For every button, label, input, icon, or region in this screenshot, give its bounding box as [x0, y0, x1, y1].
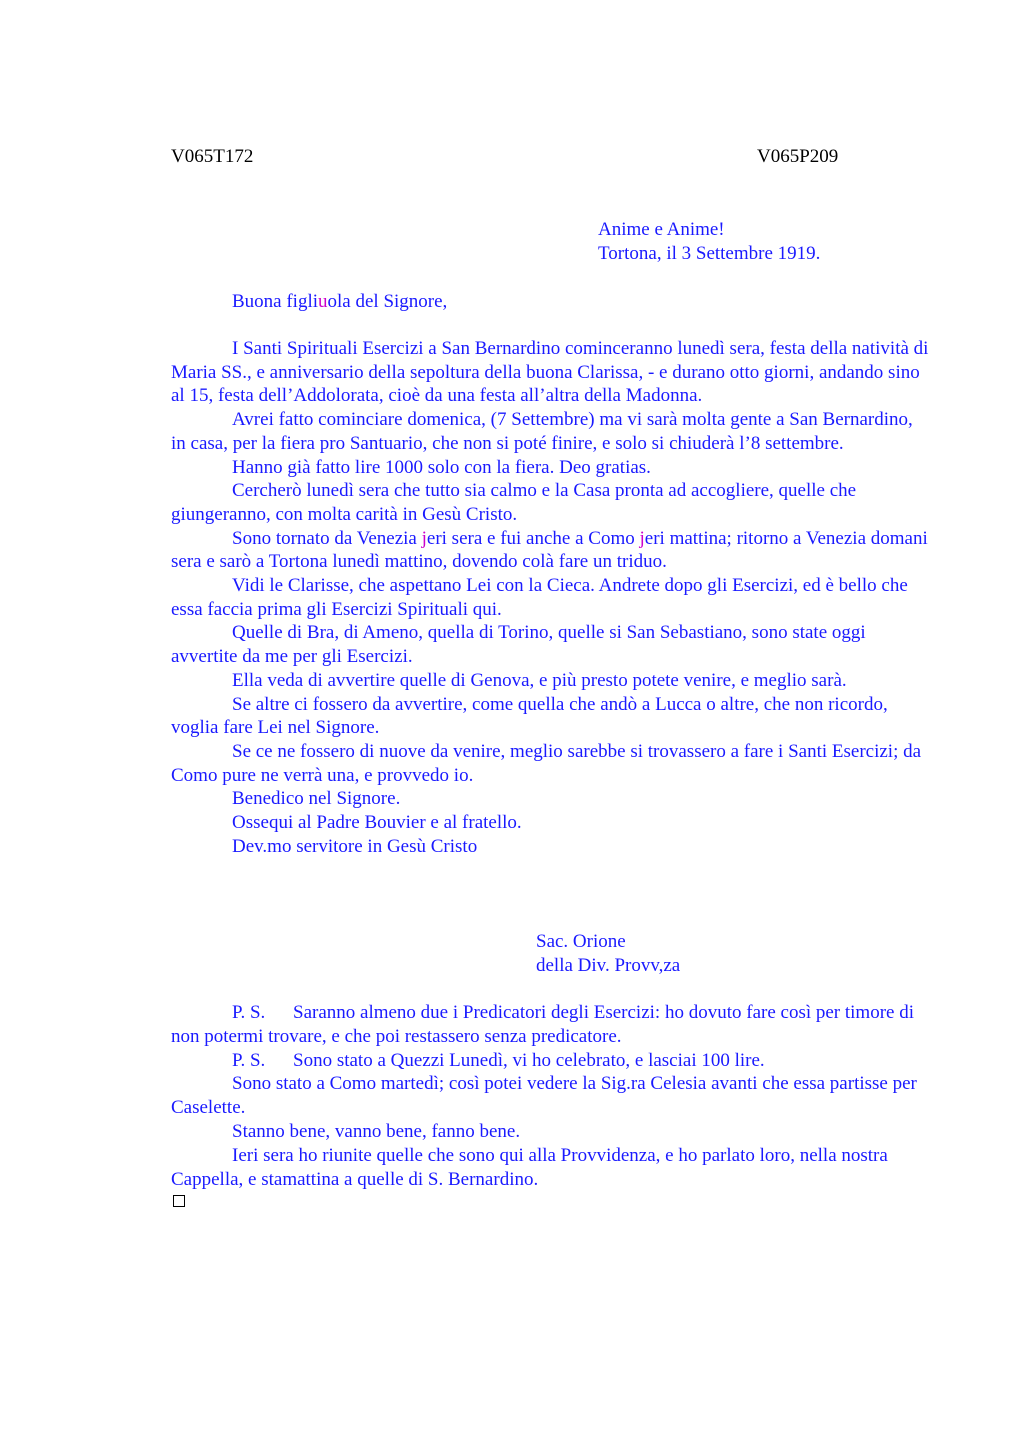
salutation [232, 290, 447, 314]
salutation-part-2: ola del Signore, [327, 291, 448, 312]
signature-name: Sac. Orione [536, 931, 626, 952]
ps-label: P. S. [232, 1049, 266, 1071]
ps-text: Saranno almeno due i Predicatori degli Esercizi: ho dovuto fare così per timore di non potermi trovare, e che poi restassero senza predicatore. [171, 1002, 914, 1047]
body-paragraph: Se ce ne fossero di nuove da venire, meglio sarebbe si trovassero a fare i Santi Esercizi; da Como pure ne verrà una, e provvedo io. [171, 740, 922, 786]
letter-heading [598, 218, 820, 266]
closing-regards: Ossequi al Padre Bouvier e al fratello. [232, 812, 522, 834]
document-reference-left: V065T172 [171, 146, 254, 167]
signature [536, 930, 680, 978]
ps-label: P. S. [232, 1002, 266, 1023]
postscript-line: Stanno bene, vanno bene, fanno bene. [232, 1120, 521, 1142]
body-paragraph-venice [171, 527, 931, 574]
body-paragraph: Vidi le Clarisse, che aspettano Lei con la Cieca. Andrete dopo gli Esercizi, ed è bello che essa faccia prima gli Esercizi Spirituali qui. [171, 575, 908, 620]
body-paragraph: Quelle di Bra, di Ameno, quella di Torino, quelle si San Sebastiano, sono state oggi avvertite da me per gli Esercizi. [171, 622, 866, 668]
postscript [171, 1001, 931, 1191]
venice-text-2: eri sera e fui anche a Como [426, 527, 640, 549]
venice-text-3: eri mattina; ritorno a Venezia domani sera e sarò a Tortona lunedì mattino, dovendo colà fare un triduo. [171, 527, 928, 573]
postscript-line: Sono stato a Como martedì; così potei vedere la Sig.ra Celesia avanti che essa partisse per Caselette. [171, 1073, 917, 1119]
postscript-2 [171, 1049, 931, 1073]
venice-text-1: Sono tornato da Venezia [232, 527, 422, 549]
body-paragraph: Ella veda di avvertire quelle di Genova, e più presto potete venire, e meglio sarà. [232, 669, 847, 691]
body-paragraph: Cercherò lunedì sera che tutto sia calmo e la Casa pronta ad accogliere, quelle che giungeranno, con molta carità in Gesù Cristo. [171, 480, 857, 525]
postscript-1 [171, 1001, 931, 1049]
place-date: Tortona, il 3 Settembre 1919. [598, 243, 821, 264]
closing-blessing: Benedico nel Signore. [232, 788, 401, 810]
venice-highlight-2: j [639, 527, 645, 549]
end-of-document-box-icon [173, 1195, 185, 1207]
body-paragraph: Se altre ci fossero da avvertire, come quella che andò a Lucca o altre, che non ricordo, voglia fare Lei nel Signore. [171, 693, 888, 739]
postscript-line: Ieri sera ho riunite quelle che sono qui alla Provvidenza, e ho parlato loro, nella nostra Cappella, e stamattina a quelle di S. Bernardino. [171, 1144, 888, 1190]
salutation-highlight: u [318, 291, 328, 312]
letter-body [171, 337, 931, 858]
ps-text: Sono stato a Quezzi Lunedì, vi ho celebrato, e lasciai 100 lire. [293, 1049, 765, 1071]
motto: Anime e Anime! [598, 219, 725, 240]
document-reference-right: V065P209 [757, 146, 839, 167]
body-paragraph: Hanno già fatto lire 1000 solo con la fiera. Deo gratias. [232, 456, 651, 478]
body-paragraph: Avrei fatto cominciare domenica, (7 Settembre) ma vi sarà molta gente a San Bernardino, in casa, per la fiera pro Santuario, che non si poté finire, e solo si chiuderà l’8 settembre. [171, 409, 913, 454]
salutation-part-1: Buona figli [232, 291, 319, 312]
body-paragraph: I Santi Spirituali Esercizi a San Bernardino cominceranno lunedì sera, festa della natività di Maria SS., e anniversario della sepoltura della buona Clarissa, - e durano otto giorni, andando sino al 15, festa dell’Addolorata, cioè da una festa all’altra della Madonna. [171, 338, 929, 407]
venice-highlight-1: j [421, 527, 427, 549]
signature-title: della Div. Provv,za [536, 955, 681, 976]
closing-servant: Dev.mo servitore in Gesù Cristo [232, 835, 478, 857]
